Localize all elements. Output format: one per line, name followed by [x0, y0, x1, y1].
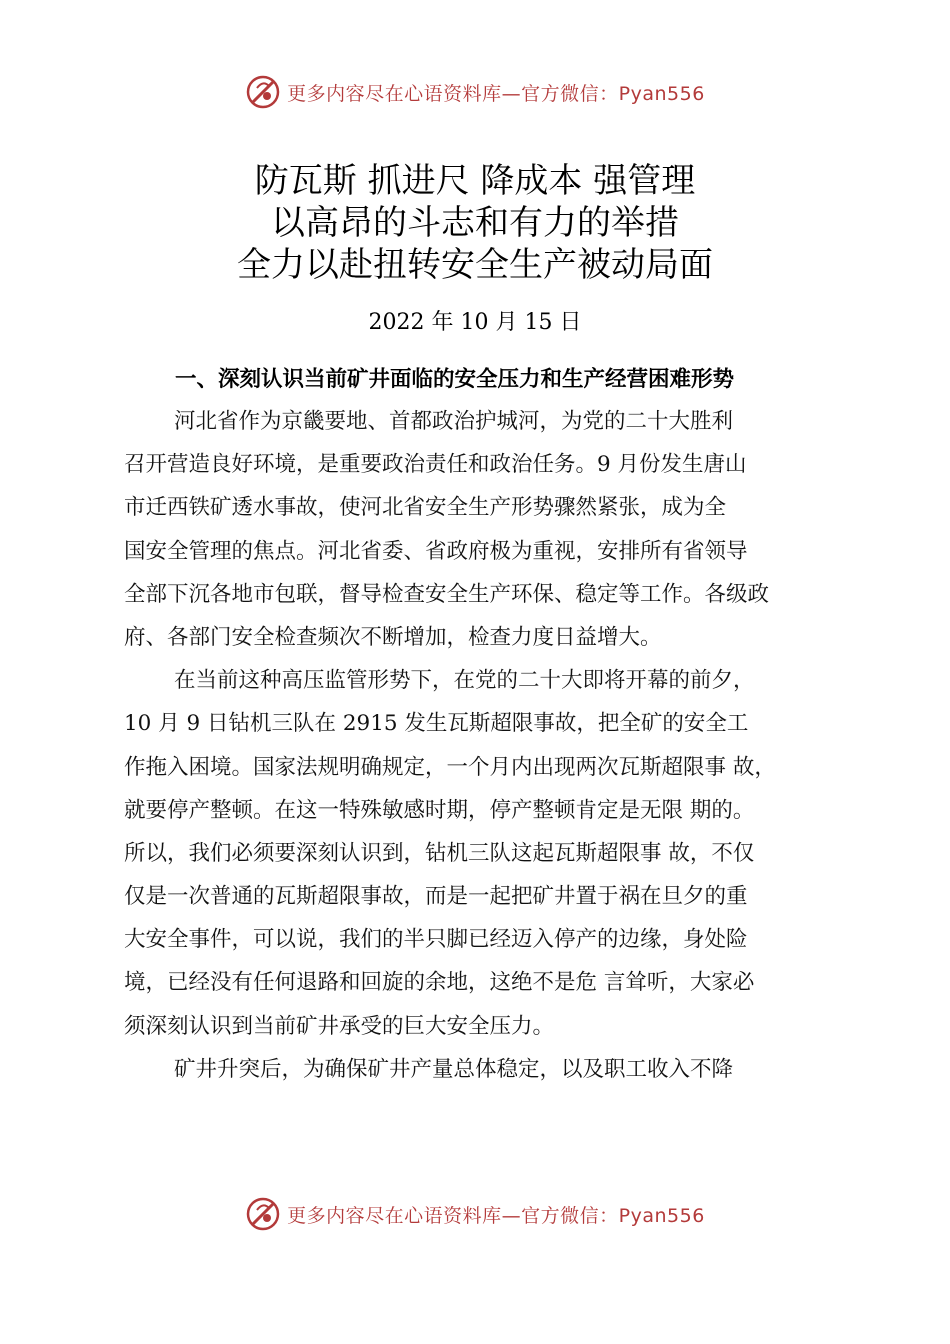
paragraph-line: 就要停产整顿。在这一特殊敏感时期，停产整顿肯定是无限 期的。 [124, 797, 755, 823]
paragraph-line: 河北省作为京畿要地、首都政治护城河，为党的二十大胜利 [174, 409, 734, 434]
banner-text: 更多内容尽在心语资料库—官方微信：Pyan556 [287, 1204, 705, 1227]
document-date: 2022 年 10 月 15 日 [368, 310, 582, 335]
title-line: 全力以赴扭转安全生产被动局面 [237, 245, 713, 285]
logo-icon [245, 74, 281, 110]
paragraph-line: 召开营造良好环境，是重要政治责任和政治任务。9 月份发生唐山 [124, 452, 747, 478]
header-banner [0, 70, 950, 114]
paragraph-line: 市迁西铁矿透水事故，使河北省安全生产形势骤然紧张，成为全 [124, 495, 727, 521]
paragraph-line: 作拖入困境。国家法规明确规定，一个月内出现两次瓦斯超限事 故， [124, 754, 776, 780]
paragraph-line: 矿井升突后，为确保矿井产量总体稳定，以及职工收入不降 [174, 1056, 734, 1082]
body-text [124, 400, 864, 1091]
paragraph-line: 境，已经没有任何退路和回旋的余地，这绝不是危 言耸听，大家必 [124, 970, 755, 996]
logo-icon [245, 1196, 281, 1232]
paragraph-line: 大安全事件，可以说，我们的半只脚已经迈入停产的边缘，身处险 [124, 927, 748, 953]
paragraph-line: 所以，我们必须要深刻认识到，钻机三队这起瓦斯超限事 故，不仅 [124, 840, 755, 866]
paragraph-line: 须深刻认识到当前矿井承受的巨大安全压力。 [124, 1013, 555, 1039]
paragraph-line: 10 月 9 日钻机三队在 2915 发生瓦斯超限事故，把全矿的安全工 [124, 711, 749, 737]
section-heading: 一、深刻认识当前矿井面临的安全压力和生产经营困难形势 [175, 367, 735, 392]
document-title [0, 160, 950, 286]
paragraph-line: 在当前这种高压监管形势下，在党的二十大即将开幕的前夕， [174, 668, 755, 694]
title-line: 防瓦斯 抓进尺 降成本 强管理 [254, 161, 696, 201]
paragraph-line: 国安全管理的焦点。河北省委、省政府极为重视，安排所有省领导 [124, 538, 748, 564]
banner-text: 更多内容尽在心语资料库—官方微信：Pyan556 [287, 82, 705, 105]
paragraph-line: 仅是一次普通的瓦斯超限事故，而是一起把矿井置于祸在旦夕的重 [124, 884, 748, 910]
title-line: 以高昂的斗志和有力的举措 [271, 203, 679, 243]
paragraph-line: 府、各部门安全检查频次不断增加，检查力度日益增大。 [124, 624, 662, 650]
paragraph-line: 全部下沉各地市包联，督导检查安全生产环保、稳定等工作。各级政 [124, 581, 770, 607]
footer-banner [0, 1192, 950, 1236]
